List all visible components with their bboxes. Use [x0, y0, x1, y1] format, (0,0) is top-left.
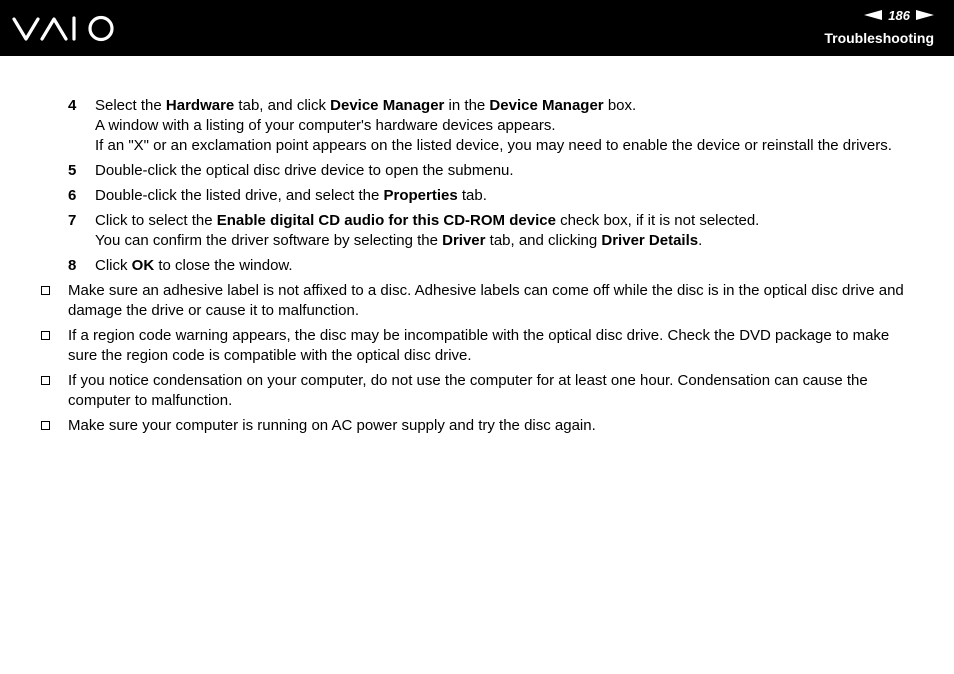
checkbox-bullet-icon — [41, 376, 50, 385]
step-number: 5 — [68, 162, 77, 179]
step-number: 6 — [68, 187, 77, 204]
step-number: 7 — [68, 212, 77, 229]
step-item — [0, 161, 954, 181]
bullet-item — [0, 326, 954, 366]
bullet-text: If you notice condensation on your computer, do not use the computer for at least one hour. Condensation can cause the computer to malfunction. — [68, 372, 868, 409]
bullet-text: Make sure an adhesive label is not affixed to a disc. Adhesive labels can come off while the disc is in the optical disc drive and damage the drive or cause it to malfunction. — [68, 282, 904, 319]
page-navigation — [864, 7, 934, 23]
triangle-left-icon[interactable] — [864, 10, 882, 20]
bullet-item — [0, 371, 954, 411]
bullet-item — [0, 281, 954, 321]
step-item — [0, 211, 954, 251]
step-item — [0, 186, 954, 206]
bullet-text: If a region code warning appears, the disc may be incompatible with the optical disc drive. Check the DVD package to make sure the region code is compatible with the optical disc drive. — [68, 327, 890, 364]
step-line: You can confirm the driver software by selecting the Driver tab, and clicking Driver Details. — [95, 232, 703, 249]
step-line: Select the Hardware tab, and click Device Manager in the Device Manager box. — [95, 97, 637, 114]
step-line: Double-click the listed drive, and select the Properties tab. — [95, 187, 487, 204]
step-line: Click to select the Enable digital CD audio for this CD-ROM device check box, if it is not selected. — [95, 212, 760, 229]
checkbox-bullet-icon — [41, 286, 50, 295]
checkbox-bullet-icon — [41, 421, 50, 430]
step-line: Double-click the optical disc drive device to open the submenu. — [95, 162, 514, 179]
vaio-logo — [12, 13, 120, 43]
step-item — [0, 256, 954, 276]
bullet-text: Make sure your computer is running on AC power supply and try the disc again. — [68, 417, 596, 434]
triangle-right-icon[interactable] — [916, 10, 934, 20]
step-number: 4 — [68, 97, 77, 114]
document-body — [0, 96, 954, 441]
section-title: Troubleshooting — [824, 30, 934, 46]
step-line: A window with a listing of your computer's hardware devices appears. — [95, 117, 556, 134]
bullet-item — [0, 416, 954, 436]
step-number: 8 — [68, 257, 77, 274]
step-line: If an "X" or an exclamation point appears on the listed device, you may need to enable the device or reinstall the drivers. — [95, 137, 892, 154]
checkbox-bullet-icon — [41, 331, 50, 340]
page-header — [0, 0, 954, 56]
page-number: 186 — [888, 7, 910, 23]
step-item — [0, 96, 954, 156]
step-line: Click OK to close the window. — [95, 257, 293, 274]
